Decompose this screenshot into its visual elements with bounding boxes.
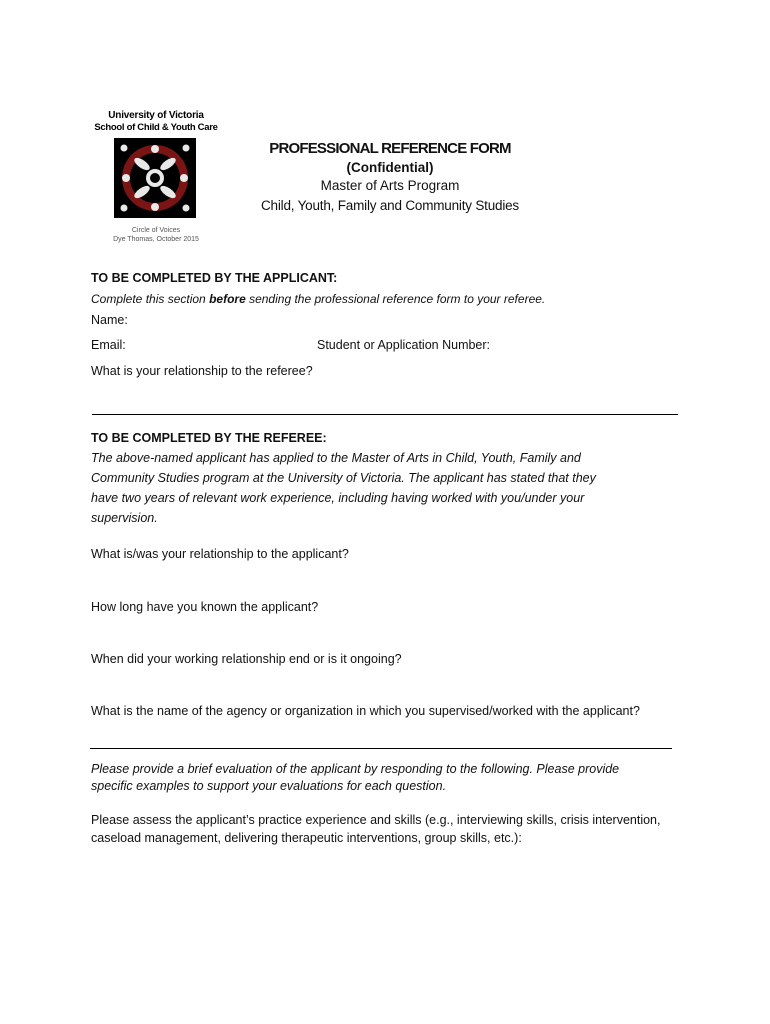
agency-question: What is the name of the agency or organization in which you supervised/worked with the applicant? (91, 704, 640, 718)
logo-header (90, 110, 222, 134)
referee-intro-line-2: Community Studies program at the University of Victoria. The applicant has stated that they (91, 471, 596, 485)
credit-line-1: Circle of Voices (131, 227, 181, 234)
relationship-to-referee-question: What is your relationship to the referee? (91, 364, 313, 378)
form-title: PROFESSIONAL REFERENCE FORM (269, 140, 511, 157)
evaluation-instruction-line-2: specific examples to support your evaluations for each question. (91, 779, 447, 793)
circle-of-voices-logo (114, 138, 196, 218)
program-name: Master of Arts Program (320, 178, 460, 193)
referee-intro-line-3: have two years of relevant work experience, including having worked with you/under your (91, 491, 585, 505)
applicant-instruction (91, 289, 545, 309)
referee-intro-line-4: supervision. (91, 511, 158, 525)
relationship-to-applicant-question: What is/was your relationship to the applicant? (91, 547, 349, 561)
relationship-end-question: When did your working relationship end or is it ongoing? (91, 652, 402, 666)
university-name: University of Victoria (108, 110, 204, 121)
instruction-text-end: sending the professional reference form to your referee. (245, 292, 546, 306)
referee-intro-line-1: The above-named applicant has applied to the Master of Arts in Child, Youth, Family and (91, 451, 581, 465)
email-label: Email: (91, 338, 126, 352)
referee-section-heading: TO BE COMPLETED BY THE REFEREE: (91, 431, 327, 445)
confidential-label: (Confidential) (346, 160, 434, 175)
instruction-emphasis: before (209, 292, 246, 306)
school-name: School of Child & Youth Care (94, 122, 218, 133)
practice-assessment-line-2: caseload management, delivering therapeutic interventions, group skills, etc.): (91, 831, 522, 845)
name-label: Name: (91, 313, 128, 327)
section-divider-1 (92, 414, 678, 415)
evaluation-instruction-line-1: Please provide a brief evaluation of the applicant by responding to the following. Please provide (91, 762, 620, 776)
applicant-section-heading: TO BE COMPLETED BY THE APPLICANT: (91, 271, 338, 285)
section-divider-2 (90, 748, 672, 749)
practice-assessment-line-1: Please assess the applicant’s practice experience and skills (e.g., interviewing skills, crisis intervention, (91, 813, 661, 827)
student-number-label: Student or Application Number: (317, 338, 491, 352)
department-name: Child, Youth, Family and Community Studies (261, 198, 519, 213)
instruction-text: Complete this section (91, 292, 210, 306)
duration-known-question: How long have you known the applicant? (91, 600, 319, 614)
credit-line-2: Dye Thomas, October 2015 (113, 236, 199, 243)
logo-credit (88, 226, 224, 244)
